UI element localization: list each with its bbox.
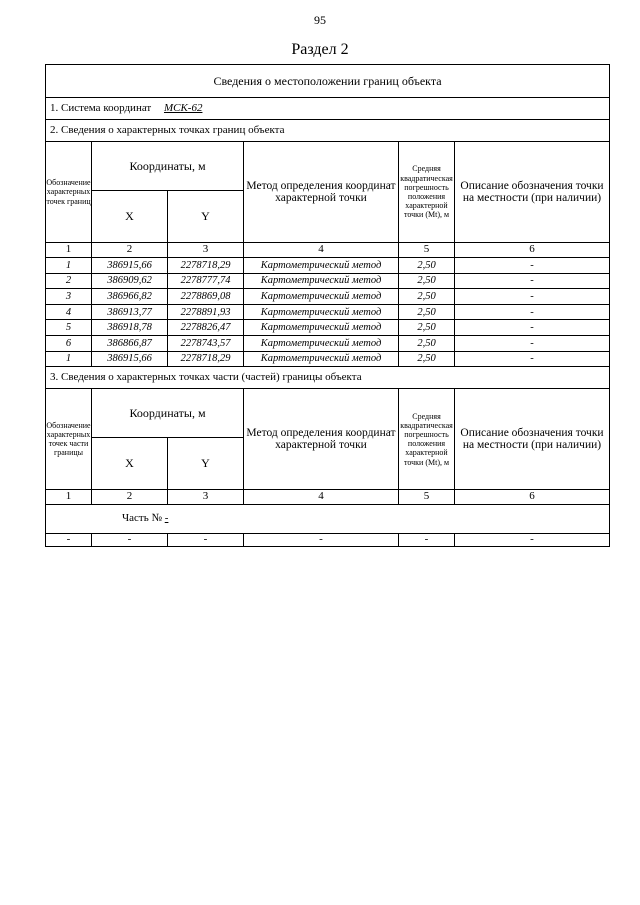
cell-x: 386915,66 [92,351,168,367]
cell-y: 2278718,29 [168,351,244,367]
column-number-row [46,490,610,505]
section2-title: 3. Сведения о характерных точках части (частей) границы объекта [46,367,610,389]
table-banner: Сведения о местоположении границ объекта [46,65,610,98]
cell-method: Картометрический метод [244,304,399,320]
boundary-table [45,64,610,547]
cell-empty: - [168,534,244,547]
cell-empty: - [399,534,455,547]
header-y: Y [168,438,244,490]
column-number: 2 [92,243,168,258]
coordinate-system-label: 1. Система координат [50,101,152,114]
cell-description: - [455,289,610,305]
header-x: X [92,438,168,490]
cell-method: Картометрический метод [244,351,399,367]
table-row [46,304,610,320]
cell-y: 2278718,29 [168,258,244,274]
section-title: Раздел 2 [291,41,349,58]
header-coordinates: Координаты, м [92,389,244,438]
table-row [46,320,610,336]
header-description: Описание обозначения точки на местности (при наличии) [455,389,610,490]
cell-point: 1 [46,258,92,274]
column-number: 6 [455,490,610,505]
header-method: Метод определения координат характерной точки [244,389,399,490]
coordinate-system-line [46,98,610,120]
header-y: Y [168,191,244,243]
cell-accuracy: 2,50 [399,335,455,351]
coordinate-system-value: МСК-62 [163,101,203,114]
cell-point: 4 [46,304,92,320]
cell-accuracy: 2,50 [399,320,455,336]
cell-accuracy: 2,50 [399,273,455,289]
cell-point: 3 [46,289,92,305]
cell-accuracy: 2,50 [399,351,455,367]
cell-description: - [455,273,610,289]
cell-method: Картометрический метод [244,258,399,274]
cell-x: 386915,66 [92,258,168,274]
cell-point: 6 [46,335,92,351]
header-point-designation: Обозначение характерных точек границ [46,142,92,243]
cell-y: 2278869,08 [168,289,244,305]
table-row [46,351,610,367]
cell-x: 386966,82 [92,289,168,305]
cell-x: 386913,77 [92,304,168,320]
cell-empty: - [92,534,168,547]
cell-empty: - [455,534,610,547]
cell-description: - [455,351,610,367]
header-point-designation: Обозначение характерных точек части границы [46,389,92,490]
cell-x: 386909,62 [92,273,168,289]
cell-description: - [455,304,610,320]
cell-method: Картометрический метод [244,335,399,351]
cell-y: 2278891,93 [168,304,244,320]
cell-description: - [455,320,610,336]
column-number: 1 [46,490,92,505]
cell-y: 2278743,57 [168,335,244,351]
column-number: 2 [92,490,168,505]
cell-point: 2 [46,273,92,289]
header-accuracy: Средняя квадратическая погрешность положения характерной точки (Mt), м [399,389,455,490]
part-number-line [46,505,610,534]
section1-title: 2. Сведения о характерных точках границ объекта [46,120,610,142]
cell-accuracy: 2,50 [399,258,455,274]
column-number: 1 [46,243,92,258]
table-row [46,335,610,351]
cell-x: 386866,87 [92,335,168,351]
page-number: 95 [314,13,326,27]
header-coordinates: Координаты, м [92,142,244,191]
header-x: X [92,191,168,243]
cell-description: - [455,335,610,351]
boundary-info-form [45,64,609,547]
cell-empty: - [244,534,399,547]
column-number: 5 [399,243,455,258]
column-number: 3 [168,243,244,258]
column-number: 6 [455,243,610,258]
part-number: - [164,512,169,525]
cell-description: - [455,258,610,274]
cell-x: 386918,78 [92,320,168,336]
header-description: Описание обозначения точки на местности (при наличии) [455,142,610,243]
table-row [46,273,610,289]
cell-method: Картометрический метод [244,289,399,305]
table-row [46,258,610,274]
part-label: Часть № [122,512,162,525]
cell-y: 2278826,47 [168,320,244,336]
cell-point: 5 [46,320,92,336]
column-number: 4 [244,243,399,258]
cell-empty: - [46,534,92,547]
column-number: 5 [399,490,455,505]
header-accuracy: Средняя квадратическая погрешность положения характерной точки (Mt), м [399,142,455,243]
column-number-row [46,243,610,258]
table-row [46,534,610,547]
column-number: 4 [244,490,399,505]
table-row [46,289,610,305]
header-method: Метод определения координат характерной точки [244,142,399,243]
cell-point: 1 [46,351,92,367]
cell-y: 2278777,74 [168,273,244,289]
cell-method: Картометрический метод [244,320,399,336]
cell-method: Картометрический метод [244,273,399,289]
column-number: 3 [168,490,244,505]
cell-accuracy: 2,50 [399,289,455,305]
cell-accuracy: 2,50 [399,304,455,320]
